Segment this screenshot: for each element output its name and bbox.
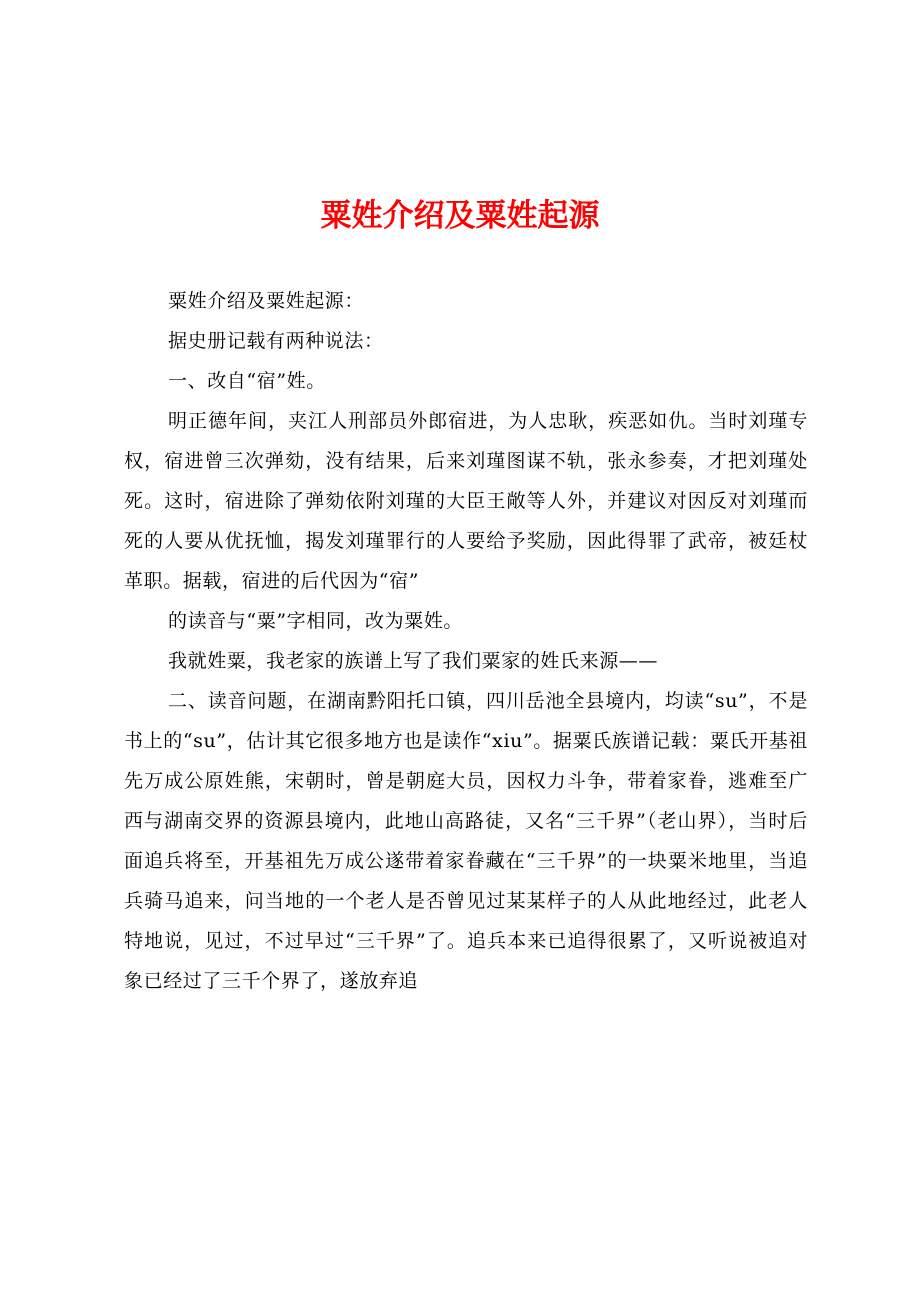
document-body [124, 281, 808, 1001]
paragraph-intro: 粟姓介绍及粟姓起源： [168, 290, 365, 312]
paragraph-genealogy-note: 我就姓粟，我老家的族谱上写了我们粟家的姓氏来源—— [168, 650, 659, 672]
document-title: 粟姓介绍及粟姓起源 [320, 198, 600, 234]
paragraph-pronunciation-change: 的读音与“粟”字相同，改为粟姓。 [168, 610, 464, 632]
paragraph-su-jin-story: 明正德年间，夹江人刑部员外郎宿进，为人忠耿，疾恶如仇。当时刘瑾专权，宿进曾三次弹劾，没有结果，后来刘瑾图谋不轨，张永参奏，才把刘瑾处死。这时，宿进除了弹劾依附刘瑾的大臣王敞等人外，并建议对因反对刘瑾而死的人要从优抚恤，揭发刘瑾罪行的人要给予奖励，因此得罪了武帝，被廷杖革职。据载，宿进的后代因为“宿” [124, 410, 808, 592]
paragraph-heading-two: 二、读音问题，在湖南黔阳托口镇，四川岳池全县境内，均读“su”，不是书上的“su”，估计其它很多地方也是读作“xiu”。据粟氏族谱记载：粟氏开基祖先万成公原姓熊，宋朝时，曾是朝庭大员，因权力斗争，带着家眷，逃难至广西与湖南交界的资源县境内，此地山高路徒，又名“三千界”（老山界），当时后面追兵将至，开基祖先万成公遂带着家眷藏在“三千界”的一块粟米地里，当追兵骑马追来，问当地的一个老人是否曾见过某某样子的人从此地经过，此老人特地说，见过，不过早过“三千界”了。追兵本来已追得很累了，又听说被追对象已经过了三千个界了，遂放弃追 [124, 690, 808, 992]
paragraph-two-theories: 据史册记载有两种说法： [168, 330, 384, 352]
paragraph-heading-one: 一、改自“宿”姓。 [168, 370, 326, 392]
